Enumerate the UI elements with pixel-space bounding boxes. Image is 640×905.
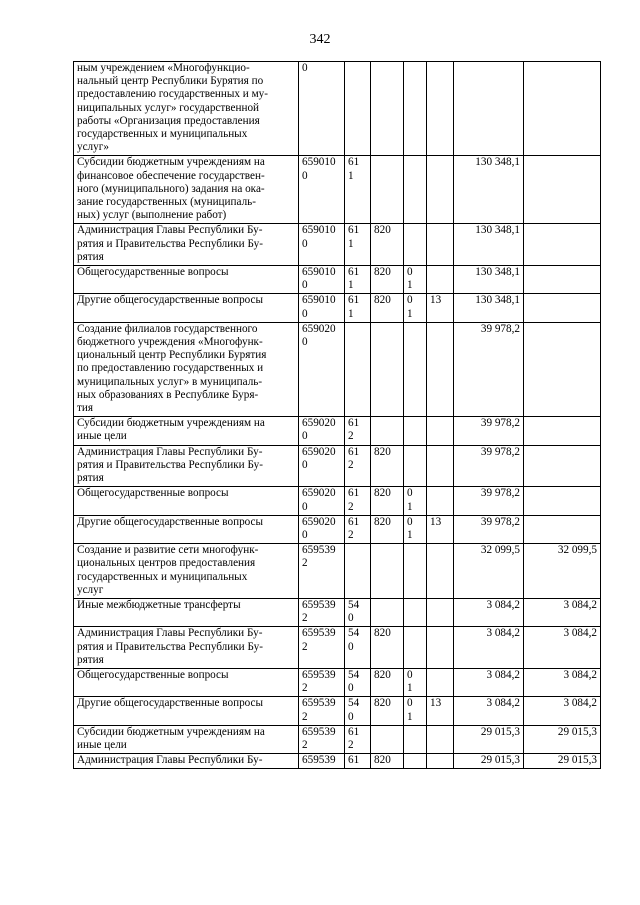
ministry-code-cell [371, 156, 404, 224]
target-article-cell: 659020 0 [299, 515, 345, 543]
ministry-code-cell [371, 544, 404, 599]
amount-secondary-cell [524, 224, 601, 266]
table-row [74, 294, 601, 322]
row-name-cell: Субсидии бюджетным учреждениям на иные цели [74, 725, 299, 753]
target-article-cell: 659020 0 [299, 322, 345, 416]
expense-type-cell [345, 322, 371, 416]
row-name-cell: Субсидии бюджетным учреждениям на иные цели [74, 417, 299, 445]
section-cell: 0 1 [404, 294, 427, 322]
target-article-cell: 659020 0 [299, 487, 345, 515]
row-name-cell: Иные межбюджетные трансферты [74, 598, 299, 626]
subsection-cell [427, 725, 454, 753]
target-article-cell: 659539 2 [299, 598, 345, 626]
amount-cell: 29 015,3 [454, 754, 524, 769]
row-name-cell: Администрация Главы Республики Бу- рятия и Правительства Республики Бу- рятия [74, 627, 299, 669]
table-row [74, 417, 601, 445]
section-cell [404, 544, 427, 599]
section-cell [404, 417, 427, 445]
budget-table [73, 61, 601, 769]
table-row [74, 322, 601, 416]
amount-secondary-cell [524, 487, 601, 515]
amount-cell: 39 978,2 [454, 487, 524, 515]
target-article-cell: 659539 2 [299, 627, 345, 669]
target-article-cell: 659020 0 [299, 417, 345, 445]
section-cell: 0 1 [404, 266, 427, 294]
target-article-cell: 659539 2 [299, 697, 345, 725]
amount-secondary-cell [524, 266, 601, 294]
expense-type-cell [345, 62, 371, 156]
amount-secondary-cell [524, 515, 601, 543]
table-row [74, 515, 601, 543]
table-row [74, 668, 601, 696]
amount-secondary-cell: 3 084,2 [524, 598, 601, 626]
expense-type-cell: 61 1 [345, 224, 371, 266]
table-row [74, 487, 601, 515]
amount-cell: 39 978,2 [454, 445, 524, 487]
target-article-cell: 659539 2 [299, 725, 345, 753]
subsection-cell [427, 754, 454, 769]
amount-cell: 39 978,2 [454, 515, 524, 543]
amount-cell: 130 348,1 [454, 266, 524, 294]
table-row [74, 598, 601, 626]
target-article-cell: 0 [299, 62, 345, 156]
subsection-cell [427, 322, 454, 416]
section-cell [404, 754, 427, 769]
amount-cell: 130 348,1 [454, 156, 524, 224]
table-row [74, 754, 601, 769]
ministry-code-cell: 820 [371, 294, 404, 322]
expense-type-cell: 61 1 [345, 266, 371, 294]
row-name-cell: Другие общегосударственные вопросы [74, 294, 299, 322]
subsection-cell: 13 [427, 515, 454, 543]
table-row [74, 62, 601, 156]
expense-type-cell: 54 0 [345, 598, 371, 626]
ministry-code-cell [371, 725, 404, 753]
ministry-code-cell: 820 [371, 266, 404, 294]
amount-cell: 130 348,1 [454, 294, 524, 322]
expense-type-cell: 61 2 [345, 445, 371, 487]
section-cell [404, 62, 427, 156]
target-article-cell: 659539 [299, 754, 345, 769]
subsection-cell [427, 266, 454, 294]
ministry-code-cell [371, 417, 404, 445]
ministry-code-cell: 820 [371, 445, 404, 487]
section-cell [404, 156, 427, 224]
subsection-cell [427, 544, 454, 599]
amount-secondary-cell [524, 62, 601, 156]
table-row [74, 266, 601, 294]
row-name-cell: Администрация Главы Республики Бу- [74, 754, 299, 769]
amount-secondary-cell: 3 084,2 [524, 668, 601, 696]
expense-type-cell: 61 [345, 754, 371, 769]
expense-type-cell: 61 2 [345, 417, 371, 445]
amount-cell: 130 348,1 [454, 224, 524, 266]
amount-cell: 39 978,2 [454, 417, 524, 445]
subsection-cell: 13 [427, 697, 454, 725]
amount-secondary-cell: 29 015,3 [524, 754, 601, 769]
subsection-cell [427, 156, 454, 224]
table-row [74, 224, 601, 266]
amount-secondary-cell [524, 322, 601, 416]
ministry-code-cell [371, 322, 404, 416]
ministry-code-cell: 820 [371, 754, 404, 769]
subsection-cell [427, 487, 454, 515]
row-name-cell: Администрация Главы Республики Бу- рятия и Правительства Республики Бу- рятия [74, 224, 299, 266]
expense-type-cell: 61 1 [345, 156, 371, 224]
subsection-cell [427, 598, 454, 626]
amount-cell: 3 084,2 [454, 697, 524, 725]
row-name-cell: Другие общегосударственные вопросы [74, 697, 299, 725]
table-row [74, 445, 601, 487]
ministry-code-cell: 820 [371, 487, 404, 515]
ministry-code-cell: 820 [371, 668, 404, 696]
subsection-cell [427, 445, 454, 487]
amount-cell: 39 978,2 [454, 322, 524, 416]
target-article-cell: 659020 0 [299, 445, 345, 487]
target-article-cell: 659539 2 [299, 544, 345, 599]
row-name-cell: Субсидии бюджетным учреждениям на финансовое обеспечение государствен- ного (муниципального) задания на ока- зание государственных (муниципаль- ных) услуг (выполнение работ) [74, 156, 299, 224]
expense-type-cell: 61 2 [345, 487, 371, 515]
ministry-code-cell: 820 [371, 515, 404, 543]
expense-type-cell: 61 1 [345, 294, 371, 322]
section-cell [404, 445, 427, 487]
amount-secondary-cell [524, 156, 601, 224]
amount-secondary-cell: 3 084,2 [524, 697, 601, 725]
section-cell [404, 627, 427, 669]
row-name-cell: ным учреждением «Многофункцио- нальный центр Республики Бурятия по предоставлению государственных и му- ниципальных услуг» государственной работы «Организация предоставления государственных и муниципальных услуг» [74, 62, 299, 156]
target-article-cell: 659010 0 [299, 266, 345, 294]
amount-secondary-cell: 29 015,3 [524, 725, 601, 753]
expense-type-cell: 61 2 [345, 515, 371, 543]
table-row [74, 697, 601, 725]
amount-cell: 29 015,3 [454, 725, 524, 753]
page-number: 342 [309, 32, 331, 47]
ministry-code-cell: 820 [371, 697, 404, 725]
target-article-cell: 659010 0 [299, 156, 345, 224]
amount-secondary-cell [524, 417, 601, 445]
ministry-code-cell [371, 62, 404, 156]
row-name-cell: Общегосударственные вопросы [74, 266, 299, 294]
row-name-cell: Администрация Главы Республики Бу- рятия и Правительства Республики Бу- рятия [74, 445, 299, 487]
table-row [74, 725, 601, 753]
ministry-code-cell [371, 598, 404, 626]
expense-type-cell: 54 0 [345, 627, 371, 669]
subsection-cell: 13 [427, 294, 454, 322]
amount-secondary-cell [524, 294, 601, 322]
table-row [74, 627, 601, 669]
table-row [74, 544, 601, 599]
amount-cell: 3 084,2 [454, 598, 524, 626]
target-article-cell: 659010 0 [299, 224, 345, 266]
amount-cell: 3 084,2 [454, 668, 524, 696]
expense-type-cell: 61 2 [345, 725, 371, 753]
row-name-cell: Другие общегосударственные вопросы [74, 515, 299, 543]
section-cell: 0 1 [404, 668, 427, 696]
row-name-cell: Создание филиалов государственного бюджетного учреждения «Многофунк- циональный центр Республики Бурятия по предоставлению государственных и муниципальных услуг» в муниципаль- ных образованиях в Республике Буря- тия [74, 322, 299, 416]
section-cell [404, 322, 427, 416]
budget-table-body [74, 62, 601, 769]
amount-secondary-cell: 3 084,2 [524, 627, 601, 669]
ministry-code-cell: 820 [371, 224, 404, 266]
section-cell: 0 1 [404, 515, 427, 543]
row-name-cell: Общегосударственные вопросы [74, 487, 299, 515]
amount-cell [454, 62, 524, 156]
amount-cell: 3 084,2 [454, 627, 524, 669]
subsection-cell [427, 627, 454, 669]
subsection-cell [427, 224, 454, 266]
section-cell [404, 598, 427, 626]
subsection-cell [427, 417, 454, 445]
expense-type-cell: 54 0 [345, 668, 371, 696]
section-cell: 0 1 [404, 697, 427, 725]
amount-secondary-cell [524, 445, 601, 487]
table-row [74, 156, 601, 224]
section-cell [404, 725, 427, 753]
amount-cell: 32 099,5 [454, 544, 524, 599]
section-cell [404, 224, 427, 266]
expense-type-cell [345, 544, 371, 599]
row-name-cell: Создание и развитие сети многофунк- циональных центров предоставления государственных и муниципальных услуг [74, 544, 299, 599]
target-article-cell: 659539 2 [299, 668, 345, 696]
ministry-code-cell: 820 [371, 627, 404, 669]
row-name-cell: Общегосударственные вопросы [74, 668, 299, 696]
expense-type-cell: 54 0 [345, 697, 371, 725]
subsection-cell [427, 668, 454, 696]
target-article-cell: 659010 0 [299, 294, 345, 322]
section-cell: 0 1 [404, 487, 427, 515]
subsection-cell [427, 62, 454, 156]
amount-secondary-cell: 32 099,5 [524, 544, 601, 599]
